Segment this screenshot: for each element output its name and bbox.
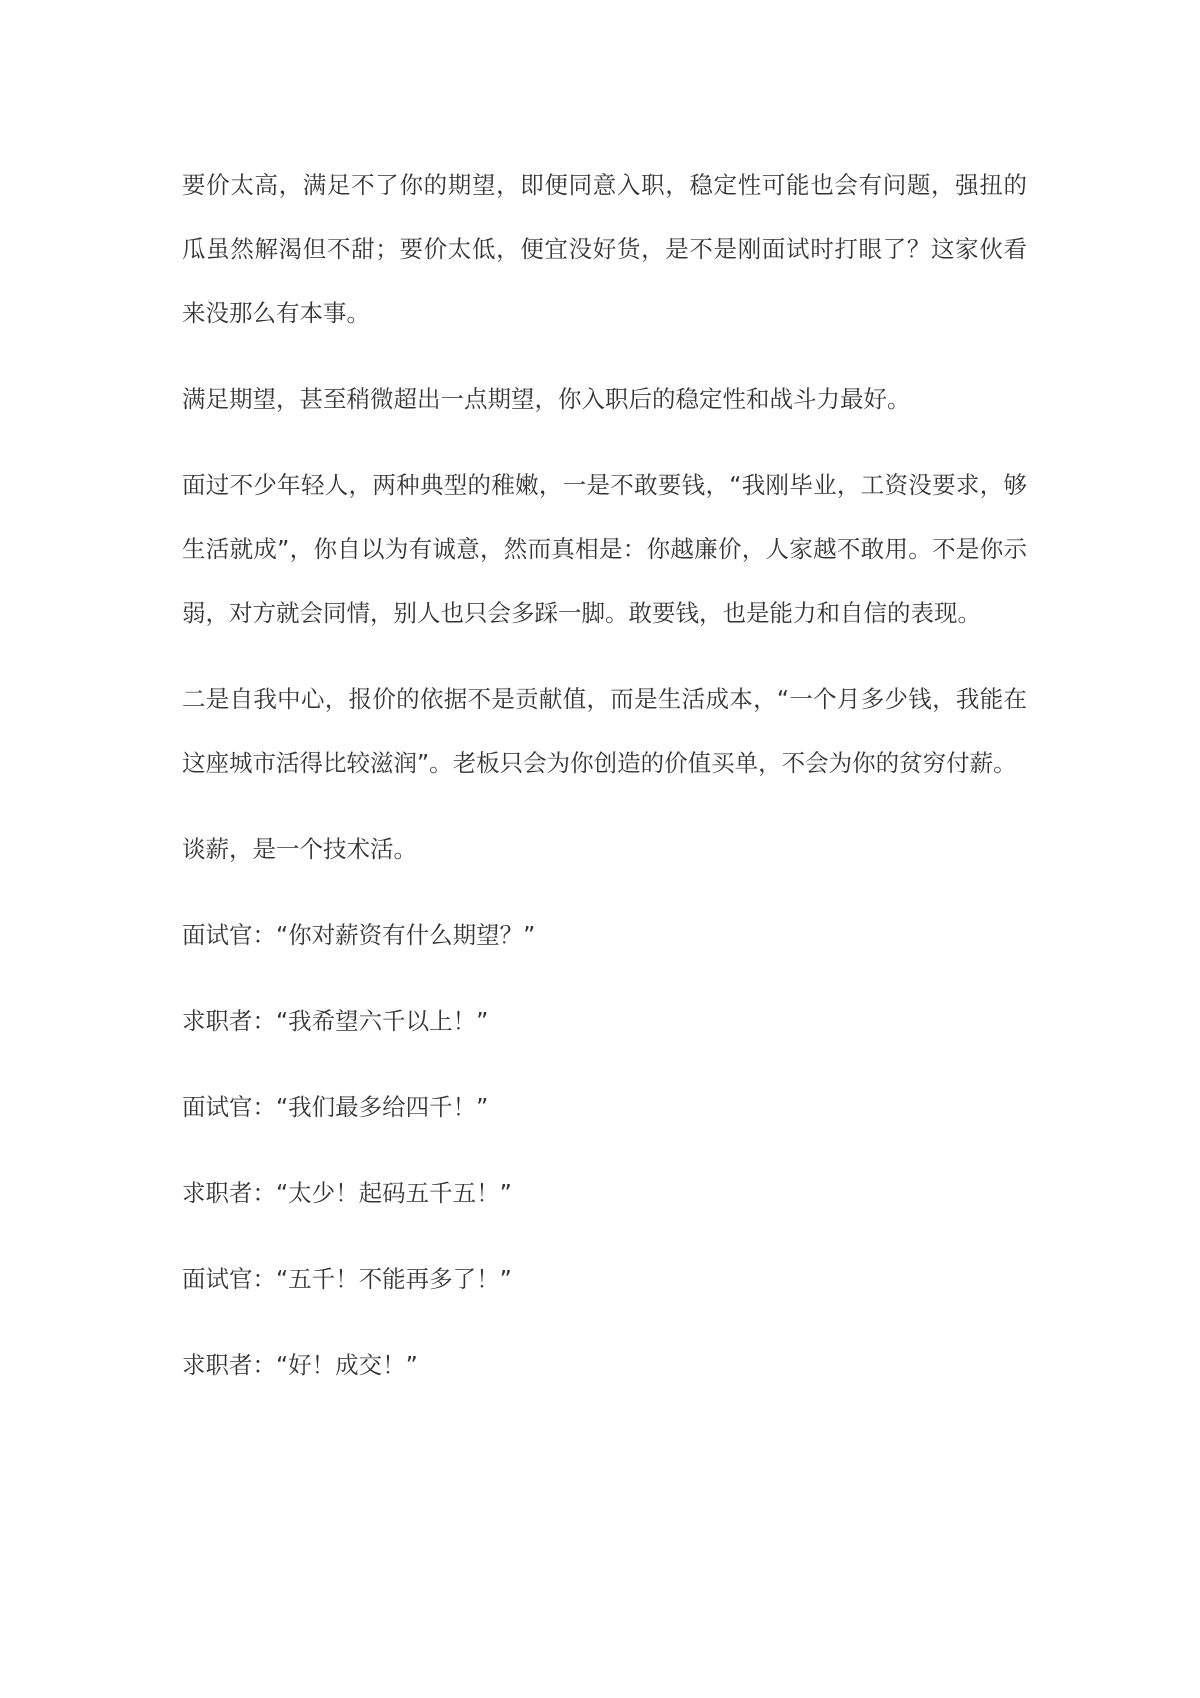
- paragraph-gap: [182, 1053, 1027, 1075]
- paragraph-2: 满足期望，甚至稍微超出一点期望，你入职后的稳定性和战斗力最好。: [182, 385, 911, 413]
- paragraph-gap: [182, 645, 1027, 667]
- paragraph-1: 要价太高，满足不了你的期望，即便同意入职，稳定性可能也会有问题，强扭的瓜虽然解渴但不甜；要价太低，便宜没好货，是不是刚面试时打眼了？这家伙看来没那么有本事。: [182, 171, 1027, 327]
- dialogue-line-4: 求职者：“太少！起码五千五！”: [182, 1179, 512, 1207]
- paragraph-gap: [182, 431, 1027, 453]
- paragraph-gap: [182, 967, 1027, 989]
- paragraph-gap: [182, 1311, 1027, 1333]
- paragraph-3: 面过不少年轻人，两种典型的稚嫩，一是不敢要钱，“我刚毕业，工资没要求，够生活就成”，你自以为有诚意，然而真相是：你越廉价，人家越不敢用。不是你示弱，对方就会同情，别人也只会多踩一脚。敢要钱，也是能力和自信的表现。: [182, 471, 1027, 627]
- paragraph-gap: [182, 1225, 1027, 1247]
- dialogue-line-6: 求职者：“好！成交！”: [182, 1351, 418, 1379]
- paragraph-4: 二是自我中心，报价的依据不是贡献值，而是生活成本，“一个月多少钱，我能在这座城市活得比较滋润”。老板只会为你创造的价值买单，不会为你的贫穷付薪。: [182, 685, 1027, 777]
- paragraph-gap: [182, 345, 1027, 367]
- paragraph-gap: [182, 795, 1027, 817]
- dialogue-line-5: 面试官：“五千！不能再多了！”: [182, 1265, 512, 1293]
- dialogue-line-3: 面试官：“我们最多给四千！”: [182, 1093, 489, 1121]
- document-body: [182, 153, 1027, 1397]
- dialogue-line-2: 求职者：“我希望六千以上！”: [182, 1007, 489, 1035]
- paragraph-gap: [182, 881, 1027, 903]
- dialogue-line-1: 面试官：“你对薪资有什么期望？”: [182, 921, 536, 949]
- paragraph-5: 谈薪，是一个技术活。: [182, 835, 417, 863]
- paragraph-gap: [182, 1139, 1027, 1161]
